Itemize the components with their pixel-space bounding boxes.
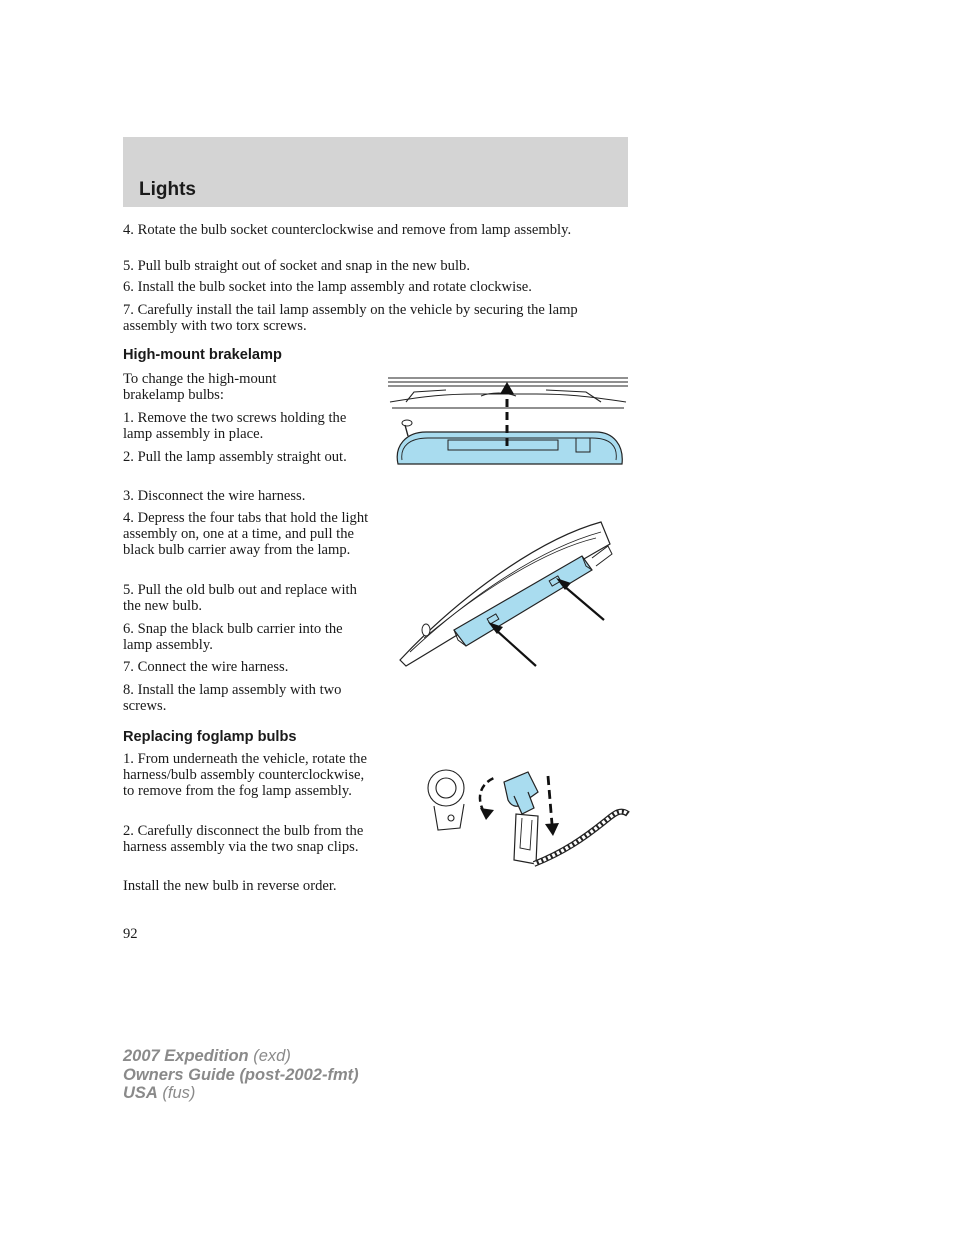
arrow-down-icon xyxy=(545,776,559,836)
document-footer xyxy=(123,1047,359,1103)
footer-market-code: (fus) xyxy=(157,1084,196,1102)
step-text: 7. Carefully install the tail lamp assembly on the vehicle by securing the lamp assembly with two torx screws. xyxy=(123,302,578,334)
step-text: 5. Pull bulb straight out of socket and snap in the new bulb. xyxy=(123,258,470,274)
step-text: 4. Depress the four tabs that hold the light assembly on, one at a time, and pull the black bulb carrier away from the lamp. xyxy=(123,510,369,558)
step-text: 8. Install the lamp assembly with two screws. xyxy=(123,682,342,714)
step-text: 6. Snap the black bulb carrier into the lamp assembly. xyxy=(123,621,343,653)
subheading-foglamp: Replacing foglamp bulbs xyxy=(123,729,297,745)
footer-model-code: (exd) xyxy=(248,1047,291,1065)
subheading-brakelamp: High-mount brakelamp xyxy=(123,347,282,363)
step-text: 1. From underneath the vehicle, rotate the harness/bulb assembly counterclockwise, to remove from the fog lamp assembly. xyxy=(123,751,367,799)
step-text: 4. Rotate the bulb socket counterclockwise and remove from lamp assembly. xyxy=(123,222,572,238)
step-text: 5. Pull the old bulb out and replace with the new bulb. xyxy=(123,582,357,614)
bulb-carrier-illustration xyxy=(396,520,618,670)
arrow-icon xyxy=(488,622,536,666)
step-text: 2. Carefully disconnect the bulb from the harness assembly via the two snap clips. xyxy=(123,823,364,855)
intro-text: To change the high-mount brakelamp bulbs: xyxy=(123,371,277,403)
screw-icon xyxy=(402,420,412,436)
footer-guide: Owners Guide (post-2002-fmt) xyxy=(123,1065,359,1084)
step-text: 3. Disconnect the wire harness. xyxy=(123,488,306,504)
step-text: 1. Remove the two screws holding the lamp assembly in place. xyxy=(123,410,347,442)
step-text: Install the new bulb in reverse order. xyxy=(123,878,337,894)
footer-market: USA xyxy=(123,1084,158,1102)
section-title: Lights xyxy=(139,179,196,200)
section-header-band xyxy=(123,137,628,207)
step-text: 6. Install the bulb socket into the lamp assembly and rotate clockwise. xyxy=(123,279,532,295)
rotate-arrow-icon xyxy=(480,778,494,820)
arrow-icon xyxy=(556,578,604,620)
step-text: 2. Pull the lamp assembly straight out. xyxy=(123,449,347,465)
brakelamp-removal-illustration xyxy=(386,372,630,468)
page-number: 92 xyxy=(123,926,138,942)
foglamp-bulb-illustration xyxy=(424,752,630,876)
footer-model: 2007 Expedition xyxy=(123,1047,249,1065)
step-text: 7. Connect the wire harness. xyxy=(123,659,289,675)
